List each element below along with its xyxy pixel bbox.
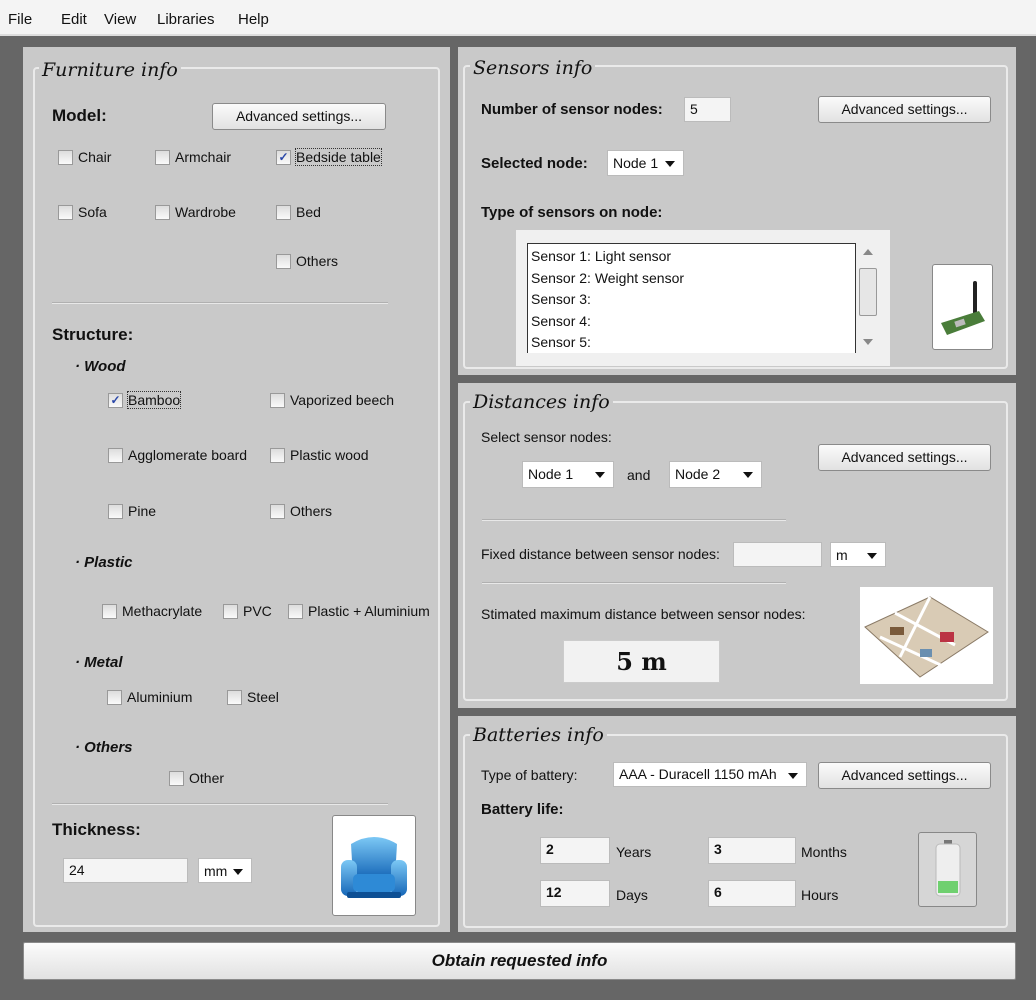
node-a-value: Node 1 (528, 466, 574, 482)
estimated-distance-value: 5 m (563, 640, 720, 683)
furniture-advanced-settings-button[interactable]: Advanced settings... (212, 103, 386, 130)
checkbox-label[interactable]: Agglomerate board (128, 447, 248, 463)
number-of-nodes-input[interactable]: 5 (684, 97, 731, 122)
checkbox-label[interactable]: Others (296, 253, 339, 269)
checkbox-label[interactable]: Plastic wood (290, 447, 369, 463)
scrollbar-thumb[interactable] (859, 268, 877, 316)
checkbox-pvc[interactable] (223, 604, 238, 619)
checkbox-steel[interactable] (227, 690, 242, 705)
checkbox-aluminium[interactable] (107, 690, 122, 705)
checkbox-label[interactable]: Steel (247, 689, 279, 705)
years-field[interactable]: 2 (540, 837, 610, 864)
thickness-input[interactable]: 24 (63, 858, 188, 883)
divider (52, 302, 388, 304)
estimated-distance-label: Stimated maximum distance between sensor nodes: (481, 606, 806, 622)
chevron-down-icon (743, 472, 753, 478)
menu-edit[interactable]: Edit (61, 11, 87, 28)
battery-icon (919, 833, 976, 906)
selected-node-value: Node 1 (613, 155, 659, 171)
floorplan-image (860, 587, 993, 684)
sensor-list-item[interactable]: Sensor 3: (531, 291, 591, 308)
checkbox-armchair[interactable] (155, 150, 170, 165)
checkbox-label[interactable]: Bedside table (296, 149, 381, 165)
battery-type-value: AAA - Duracell 1150 mAh (619, 766, 777, 782)
checkbox-plastic-wood[interactable] (270, 448, 285, 463)
structure-label: Structure: (52, 325, 134, 344)
checkbox-plastic-aluminium[interactable] (288, 604, 303, 619)
and-label: and (627, 467, 651, 483)
checkbox-other[interactable] (169, 771, 184, 786)
sensor-list-item[interactable]: Sensor 2: Weight sensor (531, 269, 685, 286)
fixed-distance-unit-select[interactable] (830, 542, 886, 567)
checkbox-label[interactable]: Others (290, 503, 333, 519)
armchair-icon (333, 816, 415, 915)
checkbox-bamboo[interactable]: ✓ (108, 393, 123, 408)
battery-life-label: Battery life: (481, 801, 564, 818)
checkbox-vaporized-beech[interactable] (270, 393, 285, 408)
node-b-value: Node 2 (675, 466, 721, 482)
batteries-advanced-settings-button[interactable]: Advanced settings... (818, 762, 991, 789)
checkbox-label[interactable]: Other (189, 770, 225, 786)
checkbox-bedside-table[interactable]: ✓ (276, 150, 291, 165)
metal-label: · Metal (75, 654, 123, 671)
thickness-unit-select[interactable] (198, 858, 252, 883)
checkbox-label[interactable]: Bed (296, 204, 321, 220)
months-field[interactable]: 3 (708, 837, 796, 864)
hours-field[interactable]: 6 (708, 880, 796, 907)
divider (52, 803, 388, 805)
chevron-down-icon (867, 553, 877, 559)
checkbox-others[interactable] (270, 504, 285, 519)
checkbox-sofa[interactable] (58, 205, 73, 220)
fixed-distance-label: Fixed distance between sensor nodes: (481, 546, 720, 562)
furniture-panel (23, 47, 450, 932)
checkbox-pine[interactable] (108, 504, 123, 519)
checkbox-bed[interactable] (276, 205, 291, 220)
divider (482, 582, 786, 584)
selected-node-label: Selected node: (481, 155, 588, 172)
distances-advanced-settings-button[interactable]: Advanced settings... (818, 444, 991, 471)
checkbox-label[interactable]: Plastic + Aluminium (308, 603, 430, 619)
checkbox-chair[interactable] (58, 150, 73, 165)
thickness-unit-value: mm (204, 863, 228, 879)
menu-libraries[interactable]: Libraries (157, 11, 215, 28)
sensor-types-label: Type of sensors on node: (481, 204, 663, 221)
menu-view[interactable]: View (104, 11, 137, 28)
selected-node-select[interactable] (607, 150, 684, 176)
armchair-image-button[interactable] (332, 815, 416, 916)
others-label: · Others (75, 739, 133, 756)
checkbox-label[interactable]: Pine (128, 503, 157, 519)
obtain-requested-info-button[interactable]: Obtain requested info (23, 942, 1016, 980)
chevron-down-icon (233, 869, 243, 875)
plastic-label: · Plastic (75, 554, 133, 571)
sensor-list-item[interactable]: Sensor 5: (531, 334, 591, 351)
sensor-board-icon (933, 265, 992, 349)
checkbox-label[interactable]: Methacrylate (122, 603, 203, 619)
sensor-node-image-button[interactable] (932, 264, 993, 350)
years-label: Years (616, 844, 652, 860)
chevron-down-icon (788, 773, 798, 779)
menu-help[interactable]: Help (238, 11, 269, 28)
sensor-list-container (516, 230, 890, 366)
checkbox-label[interactable]: Vaporized beech (290, 392, 395, 408)
number-of-nodes-label: Number of sensor nodes: (481, 101, 663, 118)
sensor-list[interactable] (527, 243, 856, 353)
battery-image-button[interactable] (918, 832, 977, 907)
checkbox-label[interactable]: Wardrobe (175, 204, 236, 220)
battery-type-select[interactable] (613, 762, 807, 787)
model-label: Model: (52, 106, 107, 125)
divider (482, 519, 786, 521)
checkbox-label[interactable]: Chair (78, 149, 112, 165)
checkbox-label[interactable]: Bamboo (128, 392, 181, 408)
scroll-up-icon[interactable] (863, 249, 873, 255)
select-nodes-label: Select sensor nodes: (481, 429, 612, 445)
sensor-list-scrollbar[interactable] (859, 243, 877, 353)
batteries-title: Batteries info (470, 724, 607, 746)
chevron-down-icon (665, 161, 675, 167)
chevron-down-icon (595, 472, 605, 478)
checkbox-label[interactable]: PVC (243, 603, 272, 619)
menu-file[interactable]: File (8, 11, 33, 28)
fixed-distance-input[interactable] (733, 542, 822, 567)
checkbox-wardrobe[interactable] (155, 205, 170, 220)
menu-bar (0, 0, 1036, 36)
checkbox-label[interactable]: Aluminium (127, 689, 193, 705)
thickness-label: Thickness: (52, 820, 141, 839)
scroll-down-icon[interactable] (863, 339, 873, 345)
furniture-title: Furniture info (39, 59, 181, 81)
distances-title: Distances info (470, 391, 613, 413)
checkbox-label[interactable]: Sofa (78, 204, 107, 220)
sensors-title: Sensors info (470, 57, 595, 79)
node-b-select[interactable] (669, 461, 762, 488)
sensor-list-item[interactable]: Sensor 4: (531, 312, 591, 329)
checkbox-agglomerate-board[interactable] (108, 448, 123, 463)
hours-label: Hours (801, 887, 839, 903)
months-label: Months (801, 844, 847, 860)
checkbox-label[interactable]: Armchair (175, 149, 232, 165)
sensor-list-item[interactable]: Sensor 1: Light sensor (531, 248, 672, 264)
checkbox-others[interactable] (276, 254, 291, 269)
days-field[interactable]: 12 (540, 880, 610, 907)
fixed-distance-unit-value: m (836, 547, 848, 563)
days-label: Days (616, 887, 648, 903)
sensors-advanced-settings-button[interactable]: Advanced settings... (818, 96, 991, 123)
node-a-select[interactable] (522, 461, 614, 488)
battery-type-label: Type of battery: (481, 767, 578, 783)
checkbox-methacrylate[interactable] (102, 604, 117, 619)
wood-label: · Wood (75, 358, 126, 375)
floorplan-icon (860, 587, 993, 684)
